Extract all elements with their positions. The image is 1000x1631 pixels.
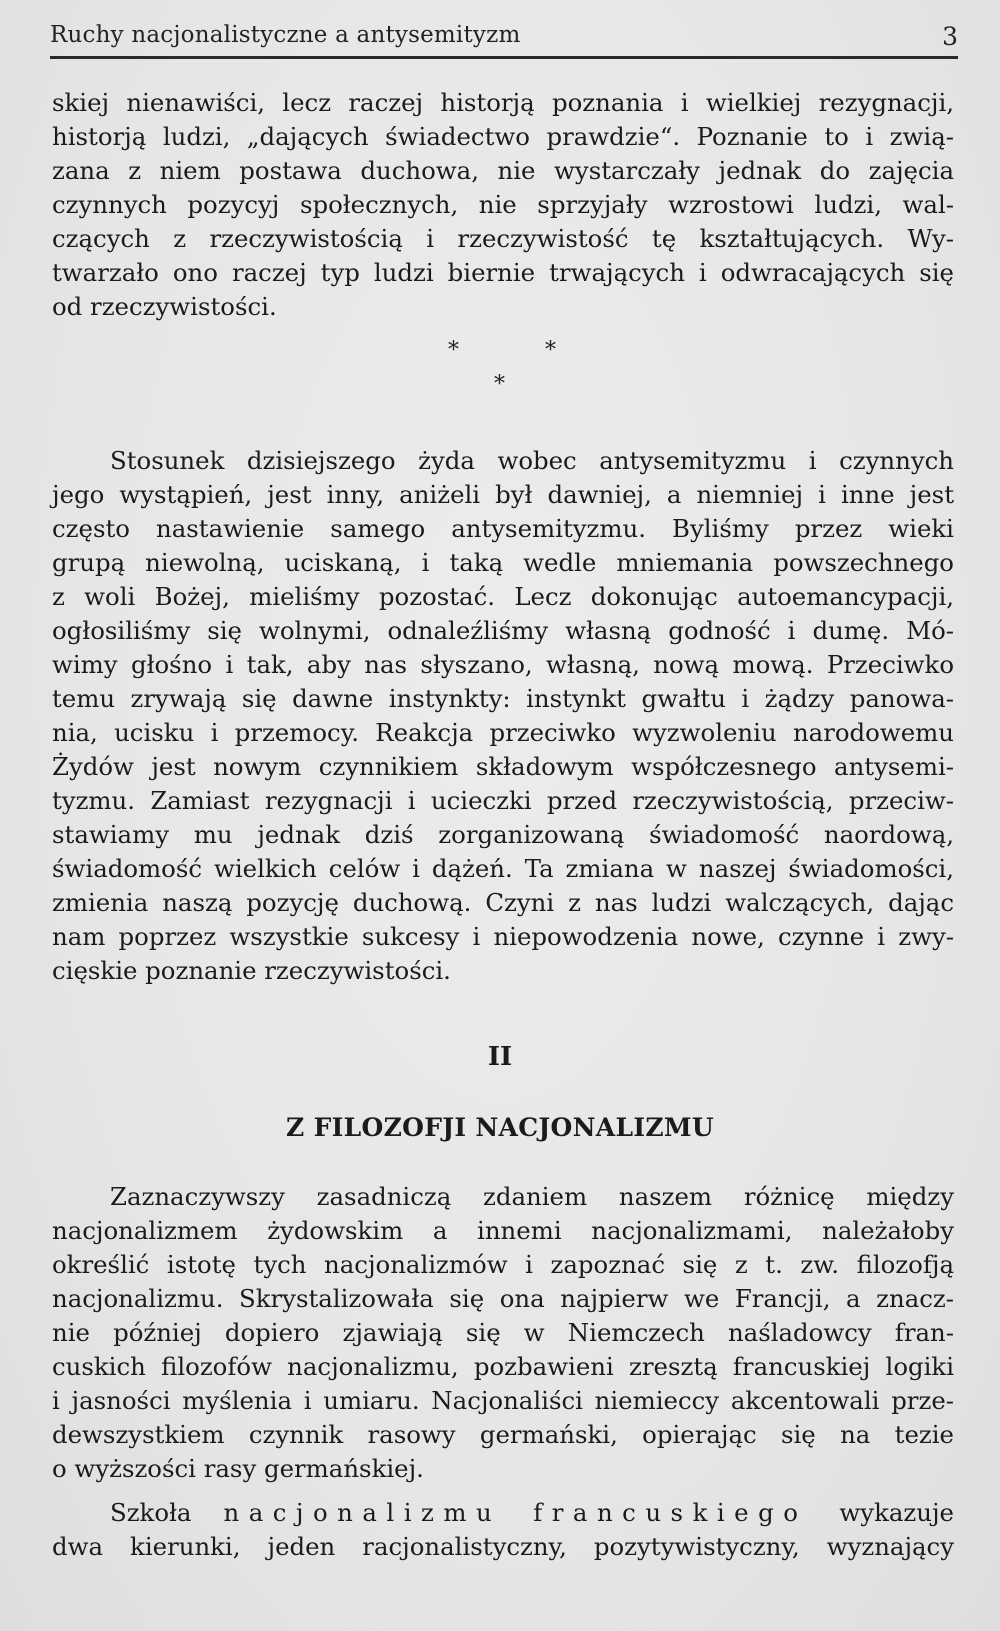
text-line: cięskie poznanie rzeczywistości. [52, 956, 451, 985]
text-line: historją ludzi, „dających świadectwo prawdzie“. Poznanie to i zwią- [52, 122, 954, 151]
running-title: Ruchy nacjonalistyczne a antysemityzm [50, 22, 521, 48]
text-line: skiej nienawiści, lecz raczej historją poznania i wielkiej rezygnacji, [52, 88, 954, 117]
text-line: Zaznaczywszy zasadniczą zdaniem naszem różnicę między [110, 1182, 954, 1211]
chapter-number: II [487, 1042, 513, 1072]
paragraph-continuation [52, 86, 954, 324]
paragraph-french-school [52, 1496, 954, 1564]
paragraph-antisemitism [52, 444, 954, 988]
spaced-word: francuskiego [533, 1498, 808, 1527]
text-line: twarzało ono raczej typ ludzi biernie trwających i odwracających się [52, 258, 954, 287]
text-line: nia, ucisku i przemocy. Reakcja przeciwko wyzwoleniu narodowemu [52, 718, 954, 747]
text-line: zmienia naszą pozycję duchową. Czyni z nas ludzi walczących, dając [52, 888, 954, 917]
text-line: dwa kierunki, jeden racjonalistyczny, pozytywistyczny, wyznający [52, 1532, 954, 1561]
text-line: z woli Bożej, mieliśmy pozostać. Lecz dokonując autoemancypacji, [52, 582, 954, 611]
text-line: i jasności myślenia i umiaru. Nacjonaliści niemieccy akcentowali prze- [52, 1386, 954, 1415]
text-line: czynnych pozycyj społecznych, nie sprzyjały wzrostowi ludzi, wal- [52, 190, 954, 219]
asterism-star-bottom: * [494, 372, 505, 397]
text-line: dewszystkiem czynnik rasowy germański, opierając się na tezie [52, 1420, 954, 1449]
text-line: ogłosiliśmy się wolnymi, odnaleźliśmy własną godność i dumę. Mó- [52, 616, 954, 645]
text-line: nam poprzez wszystkie sukcesy i niepowodzenia nowe, czynne i zwy- [52, 922, 954, 951]
page-number: 3 [942, 22, 958, 51]
word: Szkoła [110, 1498, 192, 1527]
text-line: od rzeczywistości. [52, 292, 277, 321]
text-line: Żydów jest nowym czynnikiem składowym współczesnego antysemi- [52, 752, 954, 781]
asterism-star-right: * [545, 338, 556, 363]
text-line: jego wystąpień, jest inny, aniżeli był dawniej, a niemniej i inne jest [52, 480, 954, 509]
spaced-word: nacjonalizmu [223, 1498, 502, 1527]
text-line: o wyższości rasy germańskiej. [52, 1454, 424, 1483]
text-line: stawiamy mu jednak dziś zorganizowaną świadomość naordową, [52, 820, 954, 849]
text-line: często nastawienie samego antysemityzmu. Byliśmy przez wieki [52, 514, 954, 543]
chapter-title: Z FILOZOFJI NACJONALIZMU [286, 1113, 714, 1142]
paragraph-nationalism [52, 1180, 954, 1486]
header-rule [50, 56, 958, 59]
text-line: Stosunek dzisiejszego żyda wobec antysemityzmu i czynnych [110, 446, 954, 475]
text-line: czących z rzeczywistością i rzeczywistość tę kształtujących. Wy- [52, 224, 954, 253]
text-line: temu zrywają się dawne instynkty: instynkt gwałtu i żądzy panowa- [52, 684, 954, 713]
text-line: świadomość wielkich celów i dążeń. Ta zmiana w naszej świadomości, [52, 854, 954, 883]
text-line: zana z niem postawa duchowa, nie wystarczały jednak do zajęcia [52, 156, 954, 185]
text-line: nacjonalizmem żydowskim a innemi nacjonalizmami, należałoby [52, 1216, 954, 1245]
text-line: cuskich filozofów nacjonalizmu, pozbawieni zresztą francuskiej logiki [52, 1352, 954, 1381]
asterism-star-left: * [448, 338, 459, 363]
text-line-spaced [52, 1496, 954, 1530]
text-line: nacjonalizmu. Skrystalizowała się ona najpierw we Francji, a znacz- [52, 1284, 954, 1313]
word: wykazuje [839, 1498, 954, 1527]
text-line: określić istotę tych nacjonalizmów i zapoznać się z t. zw. filozofją [52, 1250, 954, 1279]
text-line: nie później dopiero zjawiają się w Niemczech naśladowcy fran- [52, 1318, 954, 1347]
text-line: wimy głośno i tak, aby nas słyszano, własną, nową mową. Przeciwko [52, 650, 954, 679]
text-line: tyzmu. Zamiast rezygnacji i ucieczki przed rzeczywistością, przeciw- [52, 786, 954, 815]
text-line: grupą niewolną, uciskaną, i taką wedle mniemania powszechnego [52, 548, 954, 577]
